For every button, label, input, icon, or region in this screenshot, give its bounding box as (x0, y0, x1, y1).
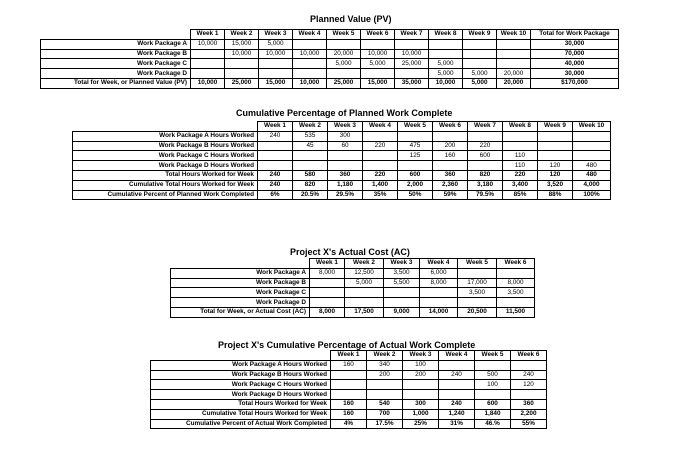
table-cell (310, 298, 345, 308)
table-row (171, 278, 535, 288)
table-cell: 3,400 (503, 180, 538, 190)
table-cell (420, 288, 458, 298)
header-row (41, 30, 619, 40)
table-cell (463, 49, 497, 59)
column-header: Week 6 (497, 259, 535, 269)
table-row (151, 399, 547, 409)
table-cell: 59% (433, 190, 468, 200)
column-header: Week 6 (361, 30, 395, 40)
table-cell (293, 39, 327, 49)
table-cell: 3,520 (538, 180, 573, 190)
table-cell: 1,400 (363, 180, 398, 190)
row-label: Work Package C Hours Worked (73, 151, 258, 161)
table-cell: 540 (367, 399, 403, 409)
table-cell: 160 (331, 399, 367, 409)
table-cell: 85% (503, 190, 538, 200)
table-cell: 300 (403, 399, 439, 409)
table-cell: 240 (258, 131, 293, 141)
table-cell: 5,500 (384, 278, 420, 288)
table-row (171, 307, 535, 317)
table-cell: 240 (439, 370, 475, 380)
table-cell: 600 (475, 399, 511, 409)
row-label: Total for Week, or Actual Cost (AC) (171, 307, 310, 317)
table-cell: 6,000 (420, 268, 458, 278)
table-row (151, 380, 547, 390)
table-cell: 10,000 (293, 78, 327, 88)
column-header: Week 3 (259, 30, 293, 40)
table-cell (395, 69, 429, 79)
table-cell: 10,000 (293, 49, 327, 59)
table-cell: 110 (503, 151, 538, 161)
table-cell: 30,000 (531, 39, 619, 49)
actual-cost-table (170, 258, 535, 318)
table-cell: 100 (475, 380, 511, 390)
column-header: Week 5 (458, 259, 497, 269)
table-cell: 220 (503, 170, 538, 180)
table-cell (258, 161, 293, 171)
table-cell: 10,000 (259, 49, 293, 59)
column-header: Week 9 (538, 122, 573, 132)
table-cell (497, 49, 531, 59)
table-cell: 50% (398, 190, 433, 200)
row-label: Work Package C (171, 288, 310, 298)
table-cell: 200 (433, 141, 468, 151)
table-cell: 200 (403, 370, 439, 380)
column-header: Week 3 (328, 122, 363, 132)
table-cell (293, 59, 327, 69)
table-cell: 5,000 (259, 39, 293, 49)
table-cell: $170,000 (531, 78, 619, 88)
table-cell: 15,000 (259, 78, 293, 88)
table-cell (511, 390, 547, 400)
table-cell (398, 131, 433, 141)
table-cell: 60 (328, 141, 363, 151)
table-cell: 2,360 (433, 180, 468, 190)
table-cell: 10,000 (191, 78, 225, 88)
table-cell (463, 39, 497, 49)
table-cell: 3,180 (468, 180, 503, 190)
table-cell: 14,000 (420, 307, 458, 317)
table-row (151, 409, 547, 419)
row-label: Work Package A (171, 268, 310, 278)
table-cell: 500 (475, 370, 511, 380)
table-cell: 160 (331, 360, 367, 370)
table-cell: 110 (503, 161, 538, 171)
table-cell: 220 (363, 170, 398, 180)
table-cell: 480 (573, 170, 611, 180)
column-header: Week 7 (395, 30, 429, 40)
row-label: Work Package A Hours Worked (73, 131, 258, 141)
table-cell: 8,000 (310, 268, 345, 278)
table-row (171, 298, 535, 308)
column-header: Week 9 (463, 30, 497, 40)
table-cell (398, 161, 433, 171)
table-cell (361, 69, 395, 79)
table-cell: 35,000 (395, 78, 429, 88)
table-cell: 240 (511, 370, 547, 380)
corner-cell (171, 259, 310, 269)
cumulative-actual-work-table (150, 350, 547, 429)
table-cell: 5,000 (463, 69, 497, 79)
row-label: Total Hours Worked for Week (73, 170, 258, 180)
table-cell: 10,000 (225, 49, 259, 59)
column-header: Week 8 (429, 30, 463, 40)
row-label: Cumulative Total Hours Worked for Week (73, 180, 258, 190)
column-header: Week 1 (331, 351, 367, 361)
table-cell: 100% (573, 190, 611, 200)
table-cell: 3,500 (458, 288, 497, 298)
table-cell (573, 151, 611, 161)
table-cell: 25,000 (395, 59, 429, 69)
table-cell (293, 161, 328, 171)
table-cell: 70,000 (531, 49, 619, 59)
column-header: Week 3 (384, 259, 420, 269)
table-cell (367, 380, 403, 390)
table-cell: 1,180 (328, 180, 363, 190)
column-header: Week 5 (327, 30, 361, 40)
column-header: Week 6 (511, 351, 547, 361)
table-cell (225, 59, 259, 69)
table-cell (433, 131, 468, 141)
column-header: Total for Work Package (531, 30, 619, 40)
table-cell: 240 (439, 399, 475, 409)
row-label: Work Package B (41, 49, 191, 59)
row-label: Work Package D (171, 298, 310, 308)
table-cell: 20,000 (497, 69, 531, 79)
column-header: Week 2 (367, 351, 403, 361)
table-cell: 360 (511, 399, 547, 409)
table-row (73, 180, 611, 190)
table-cell: 46.% (475, 419, 511, 429)
table-cell: 2,200 (511, 409, 547, 419)
table-cell: 8,000 (497, 278, 535, 288)
row-label: Total for Week, or Planned Value (PV) (41, 78, 191, 88)
table-cell (331, 370, 367, 380)
header-row (171, 259, 535, 269)
table-cell: 25,000 (327, 78, 361, 88)
table-cell: 31% (439, 419, 475, 429)
table-cell: 5,000 (327, 59, 361, 69)
table-cell (259, 59, 293, 69)
table-cell (331, 390, 367, 400)
table-cell (573, 141, 611, 151)
table-cell: 5,000 (463, 78, 497, 88)
table-cell (497, 298, 535, 308)
table-cell: 35% (363, 190, 398, 200)
table-cell: 10,000 (191, 39, 225, 49)
table-cell: 340 (367, 360, 403, 370)
table-cell (384, 298, 420, 308)
column-header: Week 1 (258, 122, 293, 132)
table-cell (225, 69, 259, 79)
table-row (41, 39, 619, 49)
table-cell: 480 (573, 161, 611, 171)
pv-title: Planned Value (PV) (310, 14, 392, 24)
table-cell: 20.5% (293, 190, 328, 200)
table-cell (258, 141, 293, 151)
row-label: Work Package D Hours Worked (151, 390, 331, 400)
table-row (73, 151, 611, 161)
table-cell (191, 69, 225, 79)
row-label: Work Package A (41, 39, 191, 49)
table-cell (191, 49, 225, 59)
table-cell: 600 (468, 151, 503, 161)
table-cell: 79.5% (468, 190, 503, 200)
table-cell: 535 (293, 131, 328, 141)
header-row (73, 122, 611, 132)
row-label: Cumulative Percent of Planned Work Completed (73, 190, 258, 200)
table-cell: 55% (511, 419, 547, 429)
table-cell: 100 (403, 360, 439, 370)
table-cell: 40,000 (531, 59, 619, 69)
table-cell: 15,000 (361, 78, 395, 88)
table-cell: 1,840 (475, 409, 511, 419)
column-header: Week 5 (398, 122, 433, 132)
table-cell: 2,000 (398, 180, 433, 190)
table-cell: 10,000 (429, 78, 463, 88)
table-cell: 120 (538, 170, 573, 180)
table-cell (463, 59, 497, 69)
table-cell: 45 (293, 141, 328, 151)
table-cell: 20,000 (497, 78, 531, 88)
table-cell (293, 69, 327, 79)
cpw-title: Cumulative Percentage of Planned Work Complete (236, 108, 453, 118)
table-cell (538, 141, 573, 151)
column-header: Week 7 (468, 122, 503, 132)
table-cell (420, 298, 458, 308)
table-cell (538, 131, 573, 141)
table-row (73, 131, 611, 141)
table-cell (573, 131, 611, 141)
table-cell: 10,000 (395, 49, 429, 59)
row-label: Work Package C Hours Worked (151, 380, 331, 390)
table-cell: 11,500 (497, 307, 535, 317)
table-cell (293, 151, 328, 161)
column-header: Week 4 (439, 351, 475, 361)
table-cell: 5,000 (361, 59, 395, 69)
table-cell: 25% (403, 419, 439, 429)
table-cell: 17.5% (367, 419, 403, 429)
table-cell: 20,500 (458, 307, 497, 317)
table-cell: 160 (433, 151, 468, 161)
table-row (151, 419, 547, 429)
column-header: Week 1 (191, 30, 225, 40)
table-cell (327, 39, 361, 49)
table-cell (429, 39, 463, 49)
table-cell: 17,500 (345, 307, 384, 317)
table-cell: 8,000 (420, 278, 458, 288)
column-header: Week 4 (420, 259, 458, 269)
planned-value-table (40, 29, 619, 89)
table-cell (363, 161, 398, 171)
table-cell (361, 39, 395, 49)
table-cell (258, 151, 293, 161)
table-row (151, 370, 547, 380)
table-cell (458, 298, 497, 308)
table-cell: 240 (258, 180, 293, 190)
table-cell: 4,000 (573, 180, 611, 190)
table-cell: 30,000 (531, 69, 619, 79)
table-cell (345, 298, 384, 308)
table-cell: 3,500 (384, 268, 420, 278)
table-cell (327, 69, 361, 79)
table-cell (468, 161, 503, 171)
table-cell: 200 (367, 370, 403, 380)
table-cell: 300 (328, 131, 363, 141)
row-label: Total Hours Worked for Week (151, 399, 331, 409)
table-row (151, 360, 547, 370)
table-row (41, 59, 619, 69)
table-cell: 360 (328, 170, 363, 180)
table-cell (497, 39, 531, 49)
table-cell (439, 380, 475, 390)
table-cell (384, 288, 420, 298)
table-cell (363, 131, 398, 141)
table-cell: 3,500 (497, 288, 535, 298)
row-label: Cumulative Total Hours Worked for Week (151, 409, 331, 419)
table-cell: 12,500 (345, 268, 384, 278)
table-cell (503, 131, 538, 141)
table-cell (403, 390, 439, 400)
table-cell (503, 141, 538, 151)
table-cell: 5,000 (345, 278, 384, 288)
column-header: Week 10 (573, 122, 611, 132)
table-cell (439, 390, 475, 400)
table-cell: 5,000 (429, 69, 463, 79)
table-cell: 820 (293, 180, 328, 190)
column-header: Week 3 (403, 351, 439, 361)
table-cell: 5,000 (429, 59, 463, 69)
table-cell: 10,000 (361, 49, 395, 59)
column-header: Week 5 (475, 351, 511, 361)
table-cell (497, 59, 531, 69)
row-label: Work Package D Hours Worked (73, 161, 258, 171)
table-cell (328, 151, 363, 161)
column-header: Week 1 (310, 259, 345, 269)
table-cell (468, 131, 503, 141)
table-cell: 475 (398, 141, 433, 151)
table-cell: 360 (433, 170, 468, 180)
table-cell (367, 390, 403, 400)
ac-title: Project X's Actual Cost (AC) (290, 247, 410, 257)
table-row (41, 49, 619, 59)
table-row (73, 161, 611, 171)
table-cell: 20,000 (327, 49, 361, 59)
column-header: Week 8 (503, 122, 538, 132)
table-cell: 120 (511, 380, 547, 390)
table-cell: 160 (331, 409, 367, 419)
table-cell (395, 39, 429, 49)
table-cell (310, 288, 345, 298)
table-cell (403, 380, 439, 390)
table-cell: 580 (293, 170, 328, 180)
table-cell: 4% (331, 419, 367, 429)
table-row (73, 170, 611, 180)
row-label: Work Package B (171, 278, 310, 288)
header-row (151, 351, 547, 361)
table-cell: 25,000 (225, 78, 259, 88)
table-cell: 1,240 (439, 409, 475, 419)
table-cell (259, 69, 293, 79)
table-cell: 220 (363, 141, 398, 151)
row-label: Work Package C (41, 59, 191, 69)
table-row (151, 390, 547, 400)
column-header: Week 2 (293, 122, 328, 132)
table-row (73, 141, 611, 151)
corner-cell (151, 351, 331, 361)
row-label: Work Package B Hours Worked (151, 370, 331, 380)
table-cell: 240 (258, 170, 293, 180)
table-cell (310, 278, 345, 288)
table-cell (429, 49, 463, 59)
row-label: Work Package B Hours Worked (73, 141, 258, 151)
column-header: Week 4 (363, 122, 398, 132)
column-header: Week 4 (293, 30, 327, 40)
table-cell (331, 380, 367, 390)
corner-cell (41, 30, 191, 40)
caw-title: Project X's Cumulative Percentage of Actual Work Complete (218, 340, 476, 350)
table-cell (475, 390, 511, 400)
table-cell: 17,000 (458, 278, 497, 288)
row-label: Work Package A Hours Worked (151, 360, 331, 370)
table-cell: 1,000 (403, 409, 439, 419)
table-cell (497, 268, 535, 278)
table-cell: 120 (538, 161, 573, 171)
table-cell (328, 161, 363, 171)
table-cell: 220 (468, 141, 503, 151)
table-cell: 700 (367, 409, 403, 419)
table-cell: 600 (398, 170, 433, 180)
column-header: Week 2 (345, 259, 384, 269)
table-row (41, 78, 619, 88)
table-cell (475, 360, 511, 370)
column-header: Week 2 (225, 30, 259, 40)
table-cell: 15,000 (225, 39, 259, 49)
table-cell: 9,000 (384, 307, 420, 317)
table-cell (363, 151, 398, 161)
table-cell: 29.5% (328, 190, 363, 200)
table-cell (439, 360, 475, 370)
table-cell (345, 288, 384, 298)
column-header: Week 6 (433, 122, 468, 132)
table-cell: 125 (398, 151, 433, 161)
table-cell (458, 268, 497, 278)
table-row (73, 190, 611, 200)
table-cell: 88% (538, 190, 573, 200)
row-label: Work Package D (41, 69, 191, 79)
table-row (171, 288, 535, 298)
row-label: Cumulative Percent of Actual Work Completed (151, 419, 331, 429)
table-cell (511, 360, 547, 370)
table-row (41, 69, 619, 79)
table-cell (433, 161, 468, 171)
table-cell: 820 (468, 170, 503, 180)
corner-cell (73, 122, 258, 132)
cumulative-planned-work-table (72, 121, 611, 200)
table-cell (191, 59, 225, 69)
column-header: Week 10 (497, 30, 531, 40)
table-cell: 6% (258, 190, 293, 200)
table-row (171, 268, 535, 278)
table-cell (538, 151, 573, 161)
table-cell: 8,000 (310, 307, 345, 317)
